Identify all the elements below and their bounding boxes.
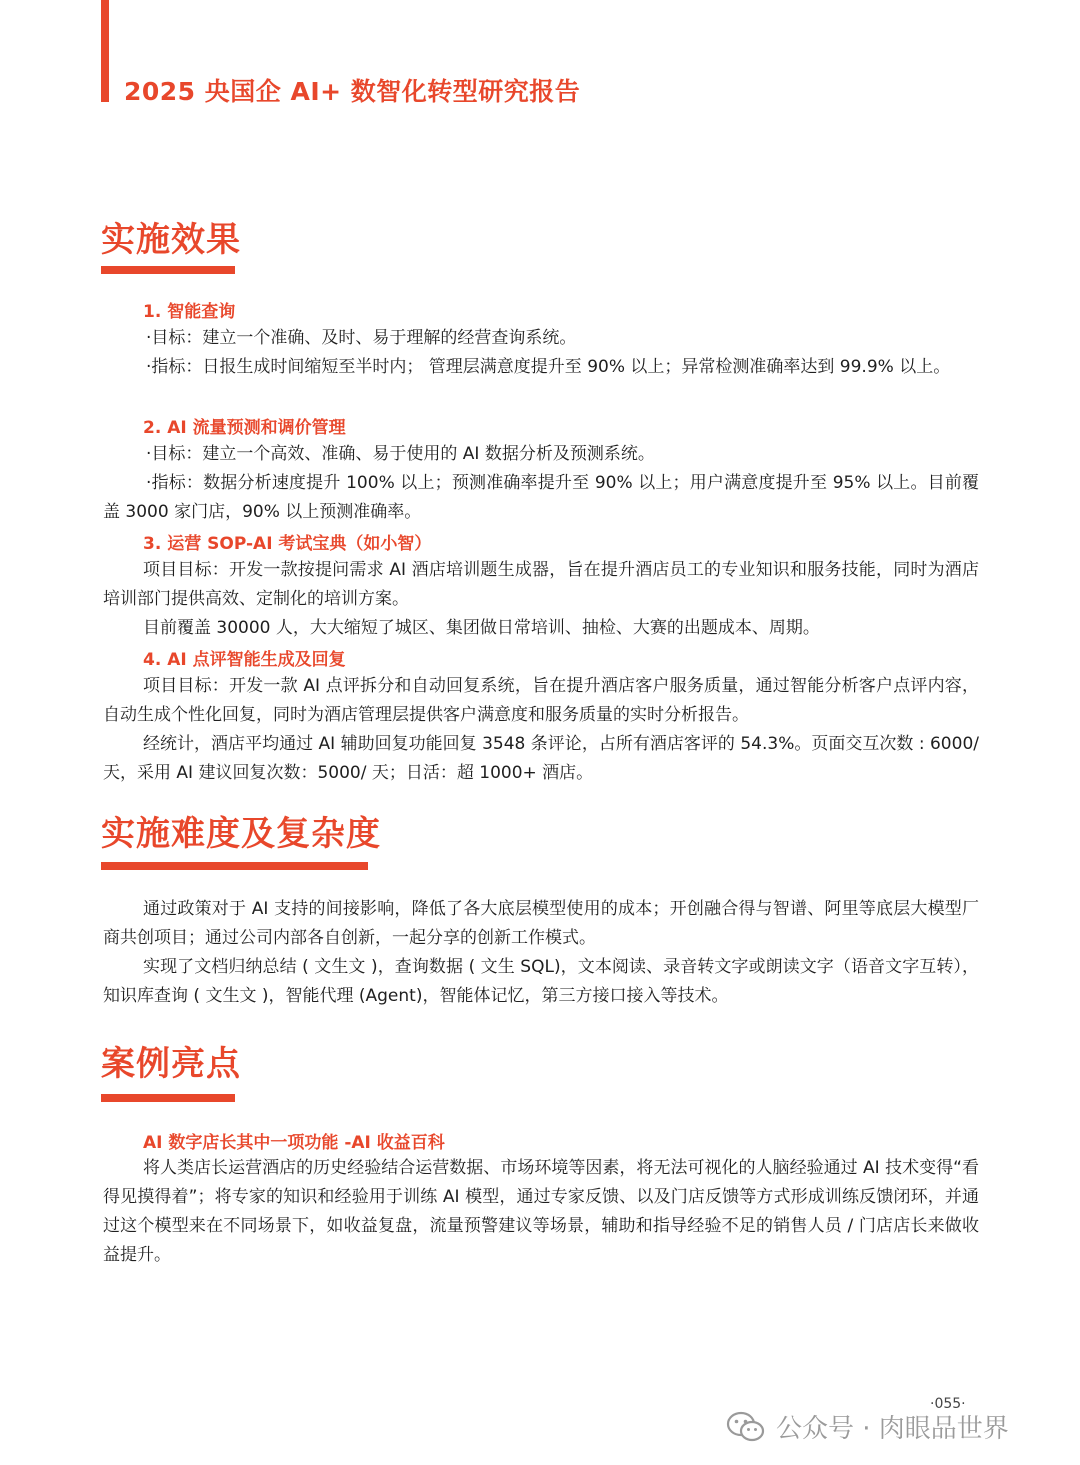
paragraph: ·指标：日报生成时间缩短至半时内； 管理层满意度提升至 90% 以上；异常检测准确率达到 99.9% 以上。 (146, 357, 951, 377)
subheading-sop-ai: 3. 运营 SOP-AI 考试宝典（如小智） (143, 534, 432, 554)
section-heading-difficulty: 实施难度及复杂度 (101, 814, 381, 854)
subheading-traffic-forecast: 2. AI 流量预测和调价管理 (143, 418, 346, 438)
paragraph: 经统计，酒店平均通过 AI 辅助回复功能回复 3548 条评论，占所有酒店客评的 54.3%。页面交互次数 : 6000/ 天，采用 AI 建议回复次数：5000/ 天；日活：超 1000+ 酒店。 (103, 734, 979, 783)
paragraph: 实现了文档归纳总结 ( 文生文 )，查询数据 ( 文生 SQL)，文本阅读、录音转文字或朗读文字（语音文字互转），知识库查询 ( 文生文 )，智能代理 (Agent)，智能体记忆，第三方接口接入等技术。 (103, 957, 979, 1006)
paragraph: ·目标：建立一个准确、及时、易于理解的经营查询系统。 (146, 328, 577, 348)
paragraph: ·目标：建立一个高效、准确、易于使用的 AI 数据分析及预测系统。 (146, 444, 655, 464)
paragraph: ·指标：数据分析速度提升 100% 以上；预测准确率提升至 90% 以上；用户满意度提升至 95% 以上。目前覆盖 3000 家门店，90% 以上预测准确率。 (103, 473, 979, 522)
footer-brand-text: 公众号 · 肉眼品世界 (776, 1414, 1009, 1444)
section-heading-highlights: 案例亮点 (101, 1044, 241, 1084)
subheading-review-reply: 4. AI 点评智能生成及回复 (143, 650, 346, 670)
section-heading-effects: 实施效果 (101, 220, 241, 260)
paragraph: 将人类店长运营酒店的历史经验结合运营数据、市场环境等因素，将无法可视化的人脑经验通过 AI 技术变得“看得见摸得着”；将专家的知识和经验用于训练 AI 模型，通过专家反馈、以及门店反馈等方式形成训练反馈闭环，并通过这个模型来在不同场景下，如收益复盘，流量预警建议等场景，辅助和指导经验不足的销售人员 / 门店店长来做收益提升。 (103, 1158, 979, 1265)
footer-watermark (726, 1408, 1009, 1445)
subheading-ai-revenue: AI 数字店长其中一项功能 -AI 收益百科 (143, 1133, 445, 1153)
paragraph: 目前覆盖 30000 人，大大缩短了城区、集团做日常培训、抽检、大赛的出题成本、周期。 (143, 618, 820, 638)
subheading-smart-query: 1. 智能查询 (143, 302, 236, 322)
page-number: ·055· (930, 1396, 966, 1412)
section-underline (101, 1094, 235, 1102)
section-underline (101, 862, 368, 870)
paragraph: 通过政策对于 AI 支持的间接影响，降低了各大底层模型使用的成本；开创融合得与智谱、阿里等底层大模型厂商共创项目；通过公司内部各自创新，一起分享的创新工作模式。 (103, 899, 979, 948)
paragraph: 项目目标：开发一款按提问需求 AI 酒店培训题生成器，旨在提升酒店员工的专业知识和服务技能，同时为酒店培训部门提供高效、定制化的培训方案。 (103, 560, 979, 609)
paragraph: 项目目标：开发一款 AI 点评拆分和自动回复系统，旨在提升酒店客户服务质量，通过智能分析客户点评内容，自动生成个性化回复，同时为酒店管理层提供客户满意度和服务质量的实时分析报告。 (103, 676, 979, 725)
section-underline (101, 266, 235, 274)
header-accent-bar (101, 0, 109, 102)
wechat-icon (726, 1410, 766, 1444)
report-title: 2025 央国企 AI+ 数智化转型研究报告 (124, 77, 581, 106)
